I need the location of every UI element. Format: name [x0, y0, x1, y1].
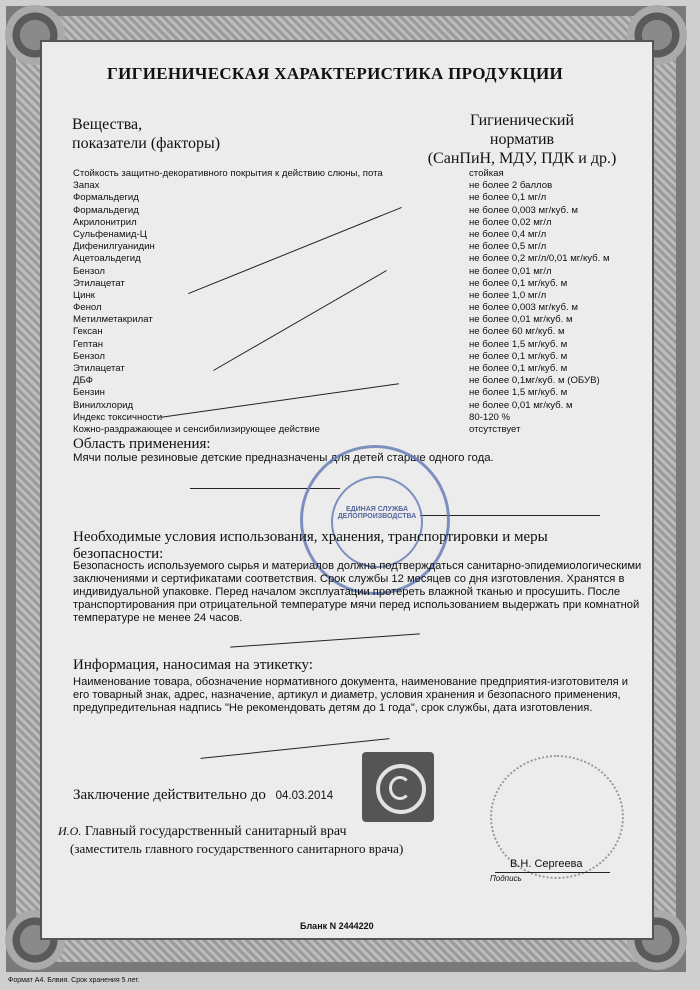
- conditions-text: Безопасность используемого сырья и материалов должна подтверждаться санитарно-эпидемиологическими заключениями и сертификатами соответствия. Срок службы 12 месяцев со дня изготовления. Хранятся в индивидуальной упаковке. Перед началом эксплуатации протереть влажной тканью и просушить. После транспортирования при отрицательной температуре мячи перед использованием выдержать при комнатной температуре не менее 24 часов.: [73, 560, 642, 624]
- table-row: Гексан не более 60 мг/куб. м: [73, 326, 565, 338]
- table-row: Гептан не более 1,5 мг/куб. м: [73, 338, 568, 350]
- table-row: Стойкость защитно-декоративного покрытия к действию слюны, пота стойкая: [73, 168, 504, 179]
- table-row: ДБФ не более 0,1мг/куб. м (ОБУВ): [73, 375, 600, 387]
- column-header-substances: Вещества, показатели (факторы): [72, 116, 221, 152]
- conditions-heading: Необходимые условия использования, хранения, транспортировки и меры безопасности:: [73, 529, 548, 562]
- column-header-norm: Гигиенический норматив (СанПиН, МДУ, ПДК и др.): [427, 112, 617, 167]
- signatory-name: В.Н. Сергеева: [510, 858, 583, 870]
- table-row: Этилацетат не более 0,1 мг/куб. м: [73, 363, 568, 374]
- table-row: Сульфенамид-Ц не более 0,4 мг/л: [73, 228, 547, 240]
- table-row: Акрилонитрил не более 0,02 мг/л: [73, 216, 552, 228]
- format-note: Формат А4. Блвия. Срок хранения 5 лет.: [8, 977, 140, 984]
- table-row: Формальдегид не более 0,1 мг/л: [73, 192, 547, 204]
- table-row: Формальдегид не более 0,003 мг/куб. м: [73, 204, 578, 216]
- table-row: Кожно-раздражающее и сенсибилизирующее действие отсутствует: [73, 423, 521, 435]
- blank-number: Бланк N 2444220: [300, 921, 374, 931]
- signature-line: [495, 872, 610, 873]
- table-row: Винилхлорид не более 0,01 мг/куб. м: [73, 399, 573, 411]
- substances-table: [73, 168, 633, 436]
- table-row: Запах не более 2 баллов: [73, 180, 553, 192]
- table-row: Цинк не более 1,0 мг/л: [73, 289, 547, 301]
- table-row: Бензол не более 0,1 мг/куб. м: [73, 350, 568, 362]
- signatory-subtitle: (заместитель главного государственного санитарного врача): [70, 841, 404, 856]
- label-info-heading: Информация, наносимая на этикетку:: [73, 657, 313, 673]
- signatory-title: И.О. Главный государственный санитарный врач: [58, 824, 347, 839]
- ses-emblem-logo: [362, 752, 434, 822]
- signatory-prefix: И.О.: [58, 824, 82, 838]
- validity-line: Заключение действительно до 04.03.2014: [73, 787, 334, 803]
- label-info-text: Наименование товара, обозначение нормативного документа, наименование предприятия-изготовителя и его товарный знак, адрес, назначение, артикул и диаметр, условия хранения и безопасного применения, предупредительная надпись "Не рекомендовать детям до 1 года", срок службы, дата изготовления.: [73, 676, 629, 714]
- table-row: Ацетоальдегид не более 0,2 мг/л/0,01 мг/куб. м: [73, 253, 610, 265]
- signature-caption: Подпись: [490, 874, 522, 883]
- table-row: Дифенилгуанидин не более 0,5 мг/л: [73, 241, 547, 253]
- validity-date: 04.03.2014: [275, 790, 334, 802]
- document-title: ГИГИЕНИЧЕСКАЯ ХАРАКТЕРИСТИКА ПРОДУКЦИИ: [106, 64, 564, 83]
- table-row: Бензин не более 1,5 мг/куб. м: [73, 387, 568, 399]
- table-row: Индекс токсичности 80-120 %: [73, 411, 511, 423]
- stamp-text: ЕДИНАЯ СЛУЖБА ДЕЛОПРОИЗВОДСТВА: [337, 506, 417, 520]
- scope-text: Мячи полые резиновые детские предназначены для детей старше одного года.: [73, 452, 494, 464]
- table-row: Этилацетат не более 0,1 мг/куб. м: [73, 277, 568, 289]
- table-row: Фенол не более 0,003 мг/куб. м: [73, 302, 578, 314]
- table-row: Бензол не более 0,01 мг/л: [73, 265, 552, 277]
- scope-heading: Область применения:: [73, 436, 211, 452]
- table-row: Метилметакрилат не более 0,01 мг/куб. м: [73, 314, 573, 326]
